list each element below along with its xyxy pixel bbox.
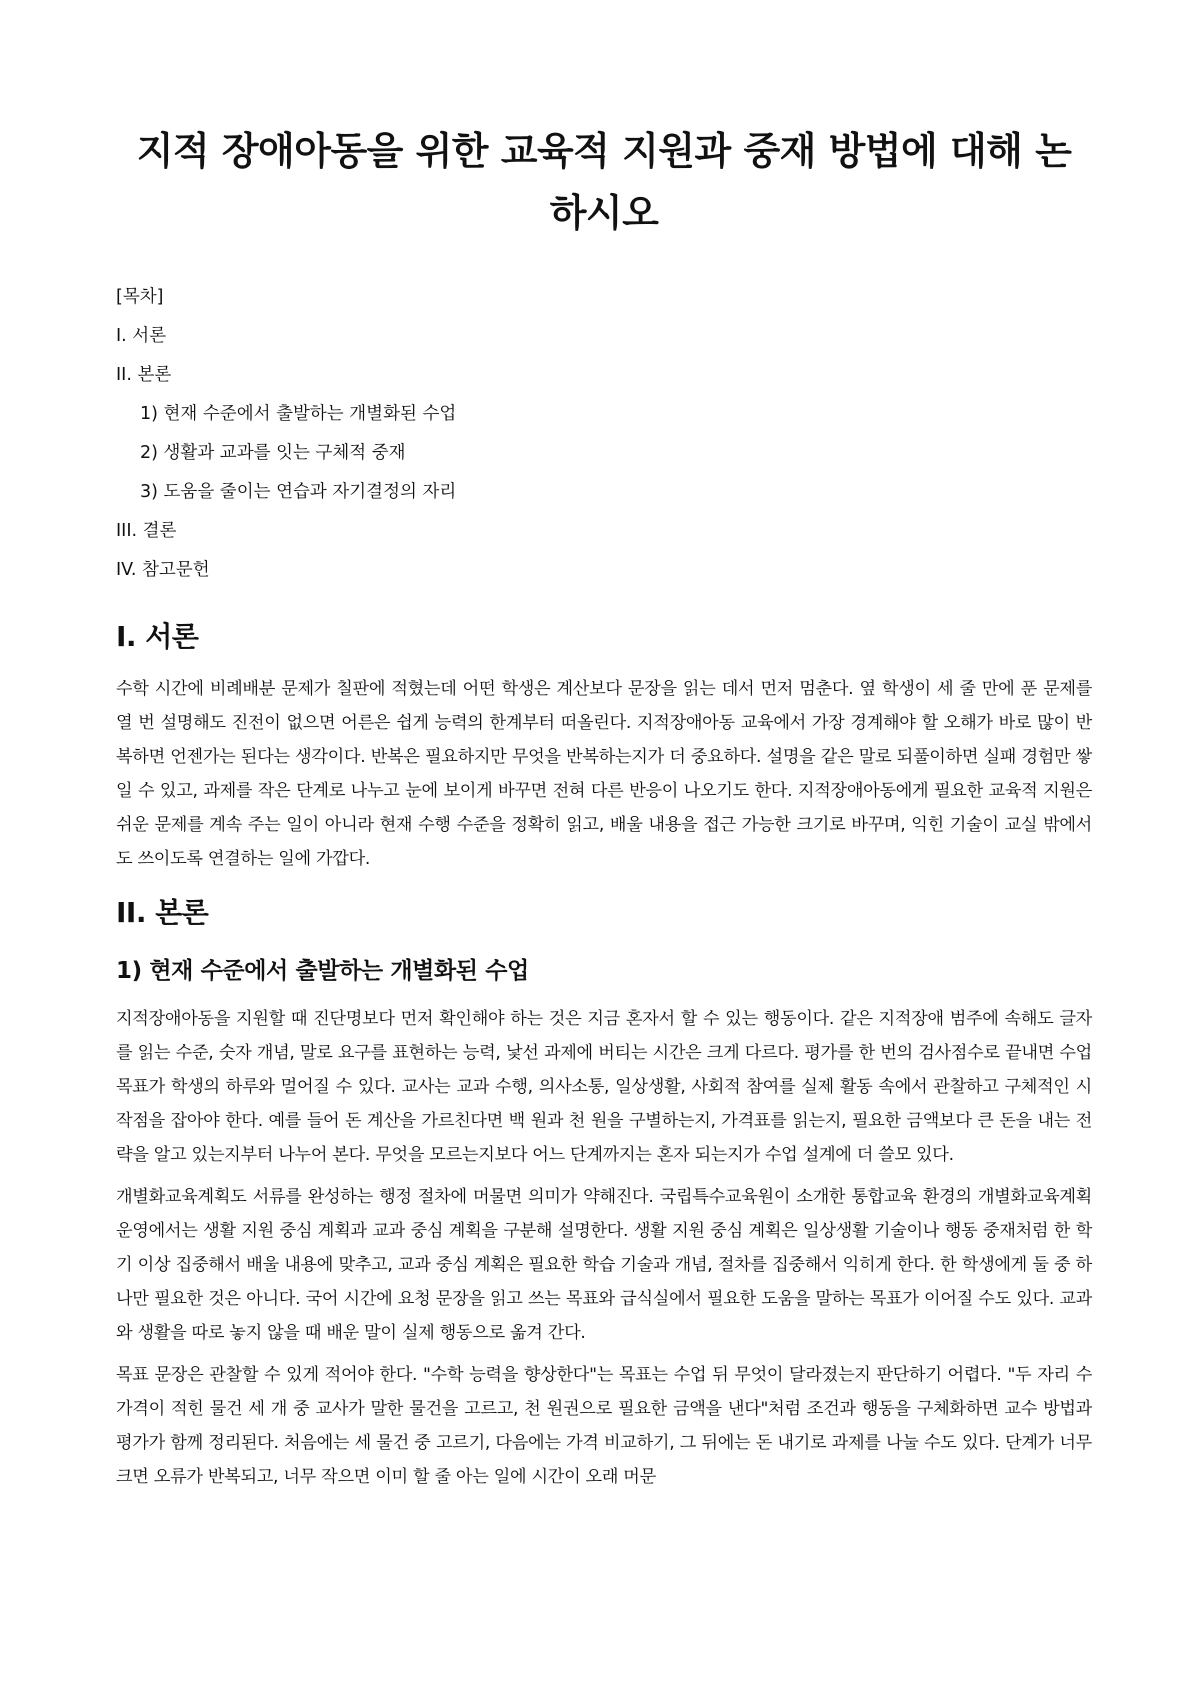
intro-section: [116, 618, 1092, 876]
body-paragraph-2: 개별화교육계획도 서류를 완성하는 행정 절차에 머물면 의미가 약해진다. 국립특수교육원이 소개한 통합교육 환경의 개별화교육계획 운영에서는 생활 지원 중심 계획과 교과 중심 계획을 구분해 설명한다. 생활 지원 중심 계획은 일상생활 기술이나 행동 중재처럼 한 학기 이상 집중해서 배울 내용에 맞추고, 교과 중심 계획은 필요한 학습 기술과 개념, 절차를 집중해서 익히게 한다. 한 학생에게 둘 중 하나만 필요한 것은 아니다. 국어 시간에 요청 문장을 읽고 쓰는 목표와 급식실에서 필요한 도움을 말하는 목표가 이어질 수도 있다. 교과와 생활을 따로 놓지 않을 때 배운 말이 실제 행동으로 옮겨 간다.: [116, 1187, 1092, 1343]
body-paragraph-3: 목표 문장은 관찰할 수 있게 적어야 한다. "수학 능력을 향상한다"는 목표는 수업 뒤 무엇이 달라졌는지 판단하기 어렵다. "두 자리 수 가격이 적힌 물건 세 개 중 교사가 말한 물건을 고르고, 천 원권으로 필요한 금액을 낸다"처럼 조건과 행동을 구체화하면 교수 방법과 평가가 함께 정리된다. 처음에는 세 물건 중 고르기, 다음에는 가격 비교하기, 그 뒤에는 돈 내기로 과제를 나눌 수도 있다. 단계가 너무 크면 오류가 반복되고, 너무 작으면 이미 할 줄 아는 일에 시간이 오래 머문: [116, 1365, 1092, 1487]
body-paragraph-1: 지적장애아동을 지원할 때 진단명보다 먼저 확인해야 하는 것은 지금 혼자서 할 수 있는 행동이다. 같은 지적장애 범주에 속해도 글자를 읽는 수준, 숫자 개념, 말로 요구를 표현하는 능력, 낯선 과제에 버티는 시간은 크게 다르다. 평가를 한 번의 검사점수로 끝내면 수업 목표가 학생의 하루와 멀어질 수 있다. 교사는 교과 수행, 의사소통, 일상생활, 사회적 참여를 실제 활동 속에서 관찰하고 구체적인 시작점을 잡아야 한다. 예를 들어 돈 계산을 가르친다면 백 원과 천 원을 구별하는지, 가격표를 읽는지, 필요한 금액보다 큰 돈을 내는 전략을 알고 있는지부터 나누어 본다. 무엇을 모르는지보다 어느 단계까지는 혼자 되는지가 수업 설계에 더 쓸모 있다.: [116, 1009, 1092, 1165]
section-heading-intro: I. 서론: [116, 620, 199, 653]
toc-heading: [목차]: [116, 287, 164, 307]
subsection-heading-1: 1) 현재 수준에서 출발하는 개별화된 수업: [116, 958, 529, 984]
toc-item-body-3: 3) 도움을 줄이는 연습과 자기결정의 자리: [140, 482, 457, 502]
toc-item-body-2: 2) 생활과 교과를 잇는 구체적 중재: [140, 443, 406, 463]
intro-paragraph: 수학 시간에 비례배분 문제가 칠판에 적혔는데 어떤 학생은 계산보다 문장을 읽는 데서 먼저 멈춘다. 옆 학생이 세 줄 만에 푼 문제를 열 번 설명해도 진전이 없으면 어른은 쉽게 능력의 한계부터 떠올린다. 지적장애아동 교육에서 가장 경계해야 할 오해가 바로 많이 반복하면 언젠가는 된다는 생각이다. 반복은 필요하지만 무엇을 반복하는지가 더 중요하다. 설명을 같은 말로 되풀이하면 실패 경험만 쌓일 수 있고, 과제를 작은 단계로 나누고 눈에 보이게 바꾸면 전혀 다른 반응이 나오기도 한다. 지적장애아동에게 필요한 교육적 지원은 쉬운 문제를 계속 주는 일이 아니라 현재 수행 수준을 정확히 읽고, 배울 내용을 접근 가능한 크기로 바꾸며, 익힌 기술이 교실 밖에서도 쓰이도록 연결하는 일에 가깝다.: [116, 679, 1092, 869]
body-section: [116, 894, 1092, 1494]
table-of-contents: [116, 278, 1092, 590]
toc-item-conclusion: III. 결론: [116, 521, 177, 541]
document-title: 지적 장애아동을 위한 교육적 지원과 중재 방법에 대해 논하시오: [136, 129, 1072, 235]
toc-item-references: IV. 참고문헌: [116, 560, 210, 580]
section-heading-body: II. 본론: [116, 896, 209, 929]
toc-item-body-1: 1) 현재 수준에서 출발하는 개별화된 수업: [140, 404, 457, 424]
toc-item-body: II. 본론: [116, 365, 172, 385]
toc-item-intro: I. 서론: [116, 326, 167, 346]
